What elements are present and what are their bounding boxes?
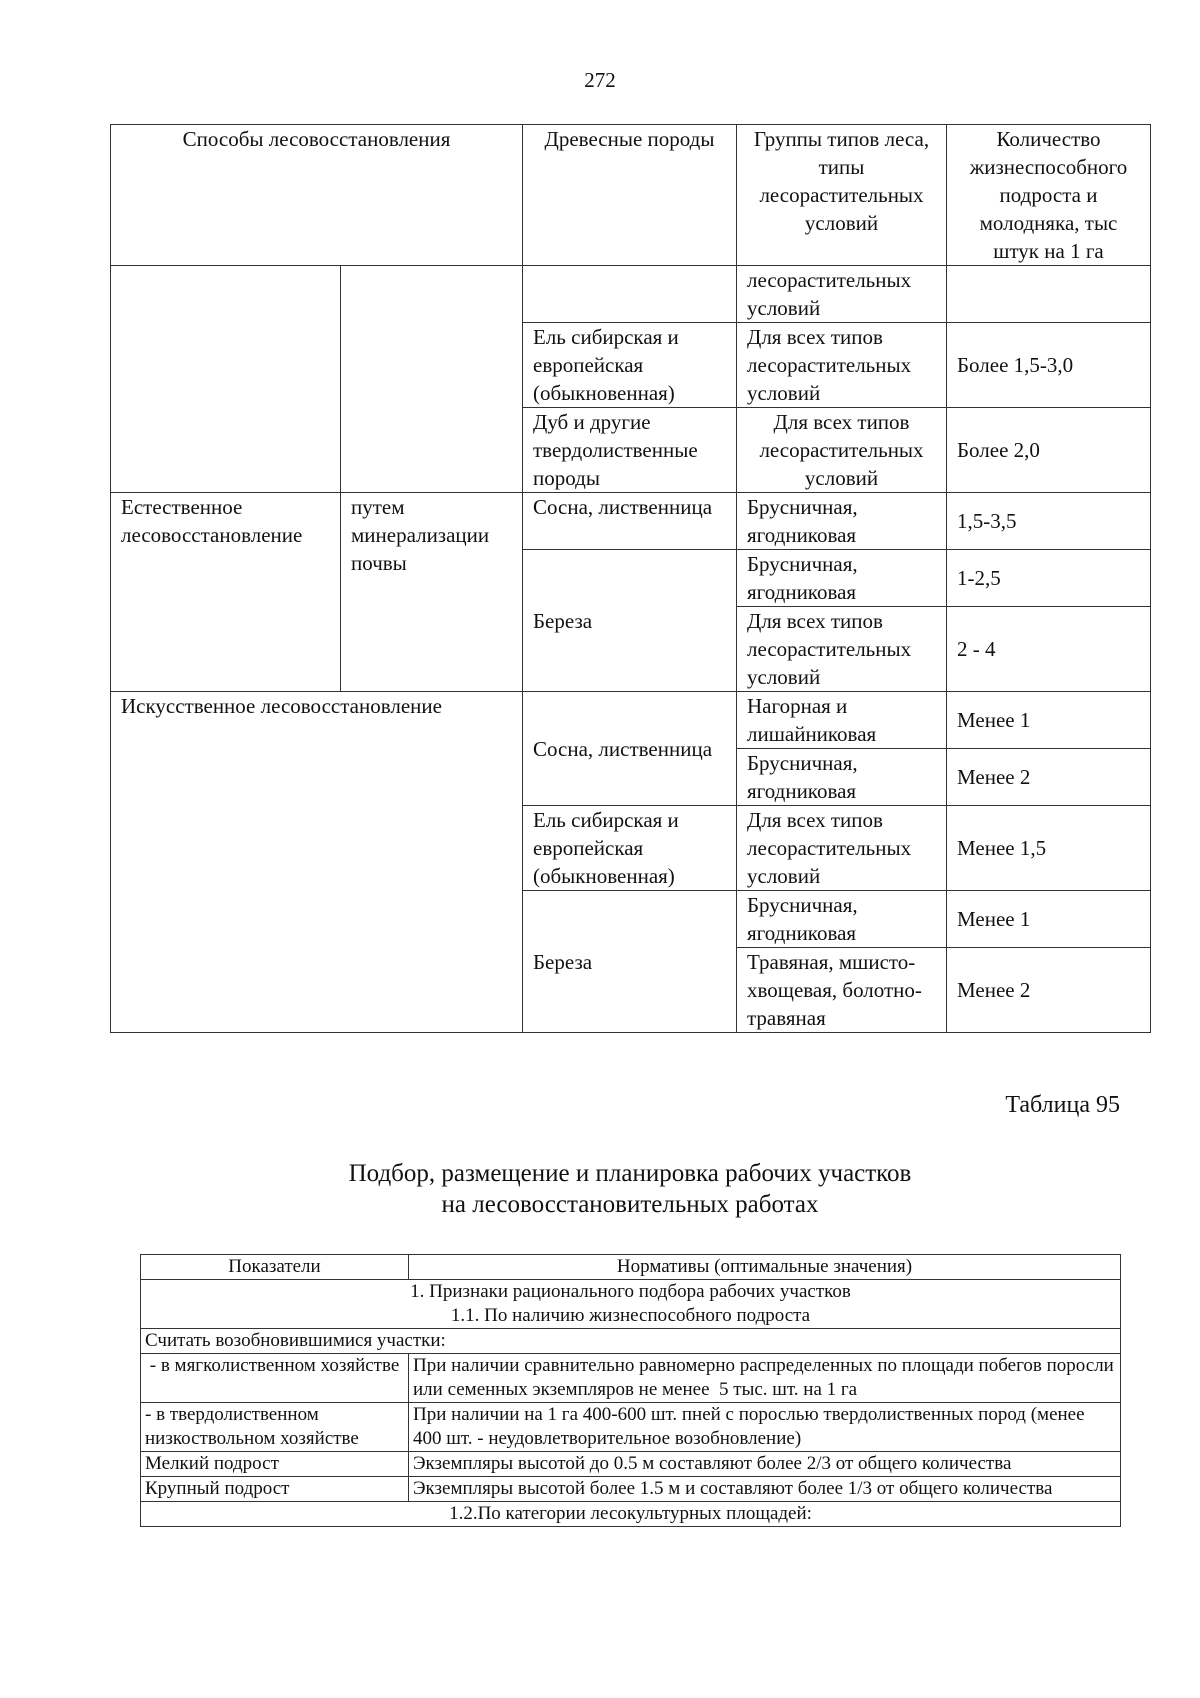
forest-group-cell: Нагорная и лишайниковая bbox=[737, 692, 947, 749]
method-cell: Искусственное лесовосстановление bbox=[111, 692, 523, 1033]
forest-group-cell: Брусничная, ягодниковая bbox=[737, 493, 947, 550]
norm-cell: При наличии на 1 га 400-600 шт. пней с порослью твердолиственных пород (менее 400 шт. - неудовлетворительное возобновление) bbox=[409, 1403, 1121, 1452]
quantity-cell: Менее 1 bbox=[947, 891, 1151, 948]
table-header-row bbox=[111, 125, 1151, 266]
forest-group-cell: Для всех типов лесорастительных условий bbox=[737, 323, 947, 408]
indicator-cell: - в мягколиственном хозяйстве bbox=[141, 1354, 409, 1403]
forest-group-cell: Для всех типов лесорастительных условий bbox=[737, 806, 947, 891]
subsection-title: 1.1. По наличию жизнеспособного подроста bbox=[450, 1305, 811, 1326]
empty-cell bbox=[523, 266, 737, 323]
table-row bbox=[141, 1452, 1121, 1477]
forest-group-cell: Брусничная, ягодниковая bbox=[737, 891, 947, 948]
quantity-cell: 2 - 4 bbox=[947, 607, 1151, 692]
species-cell: Сосна, лиственница bbox=[523, 692, 737, 806]
empty-cell bbox=[341, 266, 523, 493]
table-row bbox=[141, 1329, 1121, 1354]
header-methods: Способы лесовосстановления bbox=[111, 125, 523, 266]
header-indicators: Показатели bbox=[141, 1255, 409, 1280]
table-row bbox=[141, 1477, 1121, 1502]
quantity-cell: 1-2,5 bbox=[947, 550, 1151, 607]
species-cell: Береза bbox=[523, 550, 737, 692]
section-row bbox=[141, 1280, 1121, 1329]
table-title-line: Подбор, размещение и планировка рабочих участков bbox=[348, 1160, 912, 1187]
page-number: 272 bbox=[584, 68, 616, 92]
species-cell: Сосна, лиственница bbox=[523, 493, 737, 550]
quantity-cell: Менее 2 bbox=[947, 749, 1151, 806]
table-header-row bbox=[141, 1255, 1121, 1280]
method-cell: Естественное лесовосстановление bbox=[111, 493, 341, 692]
header-forest-groups: Группы типов леса, типы лесорастительных условий bbox=[737, 125, 947, 266]
table-title bbox=[0, 1158, 1200, 1220]
quantity-cell: Более 1,5-3,0 bbox=[947, 323, 1151, 408]
submethod-cell: путем минерализации почвы bbox=[341, 493, 523, 692]
table-row bbox=[111, 493, 1151, 550]
table-title-line: на лесовосстановительных работах bbox=[441, 1191, 819, 1218]
quantity-cell: Более 2,0 bbox=[947, 408, 1151, 493]
forest-group-cell: Брусничная, ягодниковая bbox=[737, 550, 947, 607]
table-label: Таблица 95 bbox=[1005, 1092, 1120, 1118]
norm-cell: Экземпляры высотой более 1.5 м и составляют более 1/3 от общего количества bbox=[409, 1477, 1121, 1502]
quantity-cell: Менее 1,5 bbox=[947, 806, 1151, 891]
count-label: Считать возобновившимися участки: bbox=[141, 1329, 1121, 1354]
header-quantity: Количество жизнеспособного подроста и молодняка, тыс штук на 1 га bbox=[947, 125, 1151, 266]
section-title: 1. Признаки рационального подбора рабочих участков bbox=[410, 1281, 851, 1302]
norm-cell: При наличии сравнительно равномерно распределенных по площади побегов поросли или семенных экземпляров не менее 5 тыс. шт. на 1 га bbox=[409, 1354, 1121, 1403]
indicator-cell: Крупный подрост bbox=[141, 1477, 409, 1502]
subsection-title: 1.2.По категории лесокультурных площадей: bbox=[141, 1502, 1121, 1527]
table-row bbox=[111, 266, 1151, 323]
header-norms: Нормативы (оптимальные значения) bbox=[409, 1255, 1121, 1280]
forest-group-cell: лесорастительных условий bbox=[737, 266, 947, 323]
quantity-cell: 1,5-3,5 bbox=[947, 493, 1151, 550]
table-row bbox=[111, 692, 1151, 749]
forest-group-cell: Травяная, мшисто-хвощевая, болотно-травяная bbox=[737, 948, 947, 1033]
quantity-cell: Менее 2 bbox=[947, 948, 1151, 1033]
species-cell: Ель сибирская и европейская (обыкновенная) bbox=[523, 323, 737, 408]
empty-cell bbox=[111, 266, 341, 493]
reforestation-table bbox=[110, 124, 1151, 1033]
section-row bbox=[141, 1502, 1121, 1527]
indicator-cell: - в твердолиственном низкоствольном хозяйстве bbox=[141, 1403, 409, 1452]
species-cell: Ель сибирская и европейская (обыкновенная) bbox=[523, 806, 737, 891]
forest-group-cell: Для всех типов лесорастительных условий bbox=[737, 607, 947, 692]
section-heading bbox=[141, 1280, 1121, 1329]
indicator-cell: Мелкий подрост bbox=[141, 1452, 409, 1477]
table-row bbox=[141, 1354, 1121, 1403]
table-row bbox=[141, 1403, 1121, 1452]
forest-group-cell: Для всех типов лесорастительных условий bbox=[737, 408, 947, 493]
norm-cell: Экземпляры высотой до 0.5 м составляют более 2/3 от общего количества bbox=[409, 1452, 1121, 1477]
work-plots-table bbox=[140, 1254, 1121, 1527]
species-cell: Дуб и другие твердолиственные породы bbox=[523, 408, 737, 493]
header-species: Древесные породы bbox=[523, 125, 737, 266]
species-cell: Береза bbox=[523, 891, 737, 1033]
quantity-cell: Менее 1 bbox=[947, 692, 1151, 749]
empty-cell bbox=[947, 266, 1151, 323]
forest-group-cell: Брусничная, ягодниковая bbox=[737, 749, 947, 806]
